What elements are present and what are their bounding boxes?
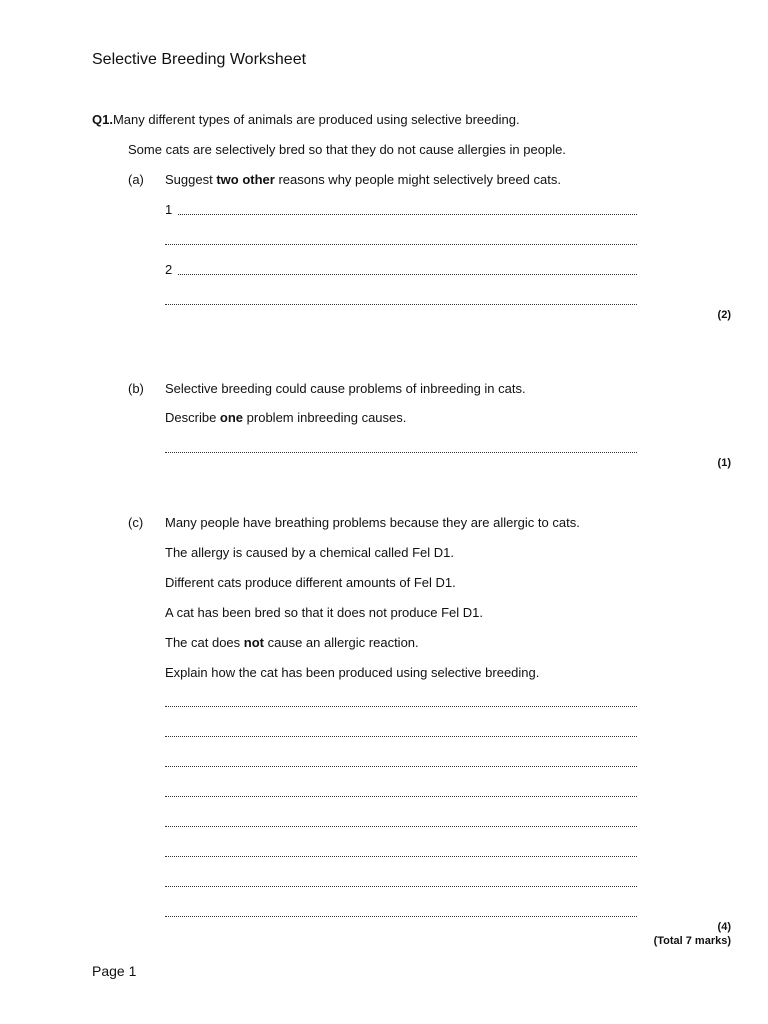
- answer-line-c6[interactable]: [165, 846, 637, 857]
- question-1-intro-text: Many different types of animals are produced using selective breeding.: [112, 112, 520, 127]
- answer-number-2: 2: [165, 262, 173, 277]
- answer-line-c1[interactable]: [165, 696, 637, 707]
- part-a-text-post: reasons why people might selectively breed cats.: [274, 172, 561, 187]
- answer-number-1: 1: [165, 202, 173, 217]
- part-c-marks: (4): [717, 921, 731, 933]
- part-c-text-post: cause an allergic reaction.: [264, 635, 419, 650]
- answer-line-c3[interactable]: [165, 756, 637, 767]
- part-b-text-pre: Describe: [165, 410, 220, 425]
- part-c-text-bold: not: [243, 635, 264, 650]
- answer-line-c4[interactable]: [165, 786, 637, 797]
- part-c-line-2: The allergy is caused by a chemical called Fel D1.: [165, 545, 455, 560]
- part-c-line-5: [165, 634, 419, 652]
- part-c-line-1: Many people have breathing problems because they are allergic to cats.: [165, 515, 580, 530]
- answer-line-c5[interactable]: [165, 816, 637, 827]
- part-b-label: (b): [128, 381, 144, 396]
- question-1-context: Some cats are selectively bred so that they do not cause allergies in people.: [128, 142, 566, 157]
- part-a-marks: (2): [717, 309, 731, 321]
- part-c-line-4: A cat has been bred so that it does not produce Fel D1.: [165, 605, 483, 620]
- part-c-line-3: Different cats produce different amounts of Fel D1.: [165, 575, 456, 590]
- part-a-text-bold: two other: [216, 172, 275, 187]
- answer-line-a1[interactable]: [178, 204, 637, 215]
- part-a-prompt: [165, 171, 561, 189]
- part-a-label: (a): [128, 172, 144, 187]
- part-b-text-bold: one: [219, 410, 244, 425]
- part-b-line-2: [165, 409, 406, 427]
- part-b-line-1: Selective breeding could cause problems of inbreeding in cats.: [165, 381, 526, 396]
- answer-line-c8[interactable]: [165, 906, 637, 917]
- part-b-marks: (1): [717, 457, 731, 469]
- question-1-intro: [92, 111, 520, 129]
- worksheet-title: Selective Breeding Worksheet: [92, 51, 307, 68]
- answer-line-a2-continued[interactable]: [165, 294, 637, 305]
- answer-line-c7[interactable]: [165, 876, 637, 887]
- page-number: Page 1: [92, 963, 137, 979]
- part-b-text-post: problem inbreeding causes.: [243, 410, 407, 425]
- answer-line-a2[interactable]: [178, 264, 637, 275]
- part-a-text-pre: Suggest: [165, 172, 217, 187]
- answer-line-a1-continued[interactable]: [165, 234, 637, 245]
- total-marks: (Total 7 marks): [653, 935, 731, 947]
- part-c-label: (c): [128, 515, 144, 530]
- part-c-line-6: Explain how the cat has been produced using selective breeding.: [165, 665, 540, 680]
- answer-line-c2[interactable]: [165, 726, 637, 737]
- part-c-text-pre: The cat does: [165, 635, 244, 650]
- answer-line-b1[interactable]: [165, 442, 637, 453]
- question-number: Q1.: [92, 112, 113, 127]
